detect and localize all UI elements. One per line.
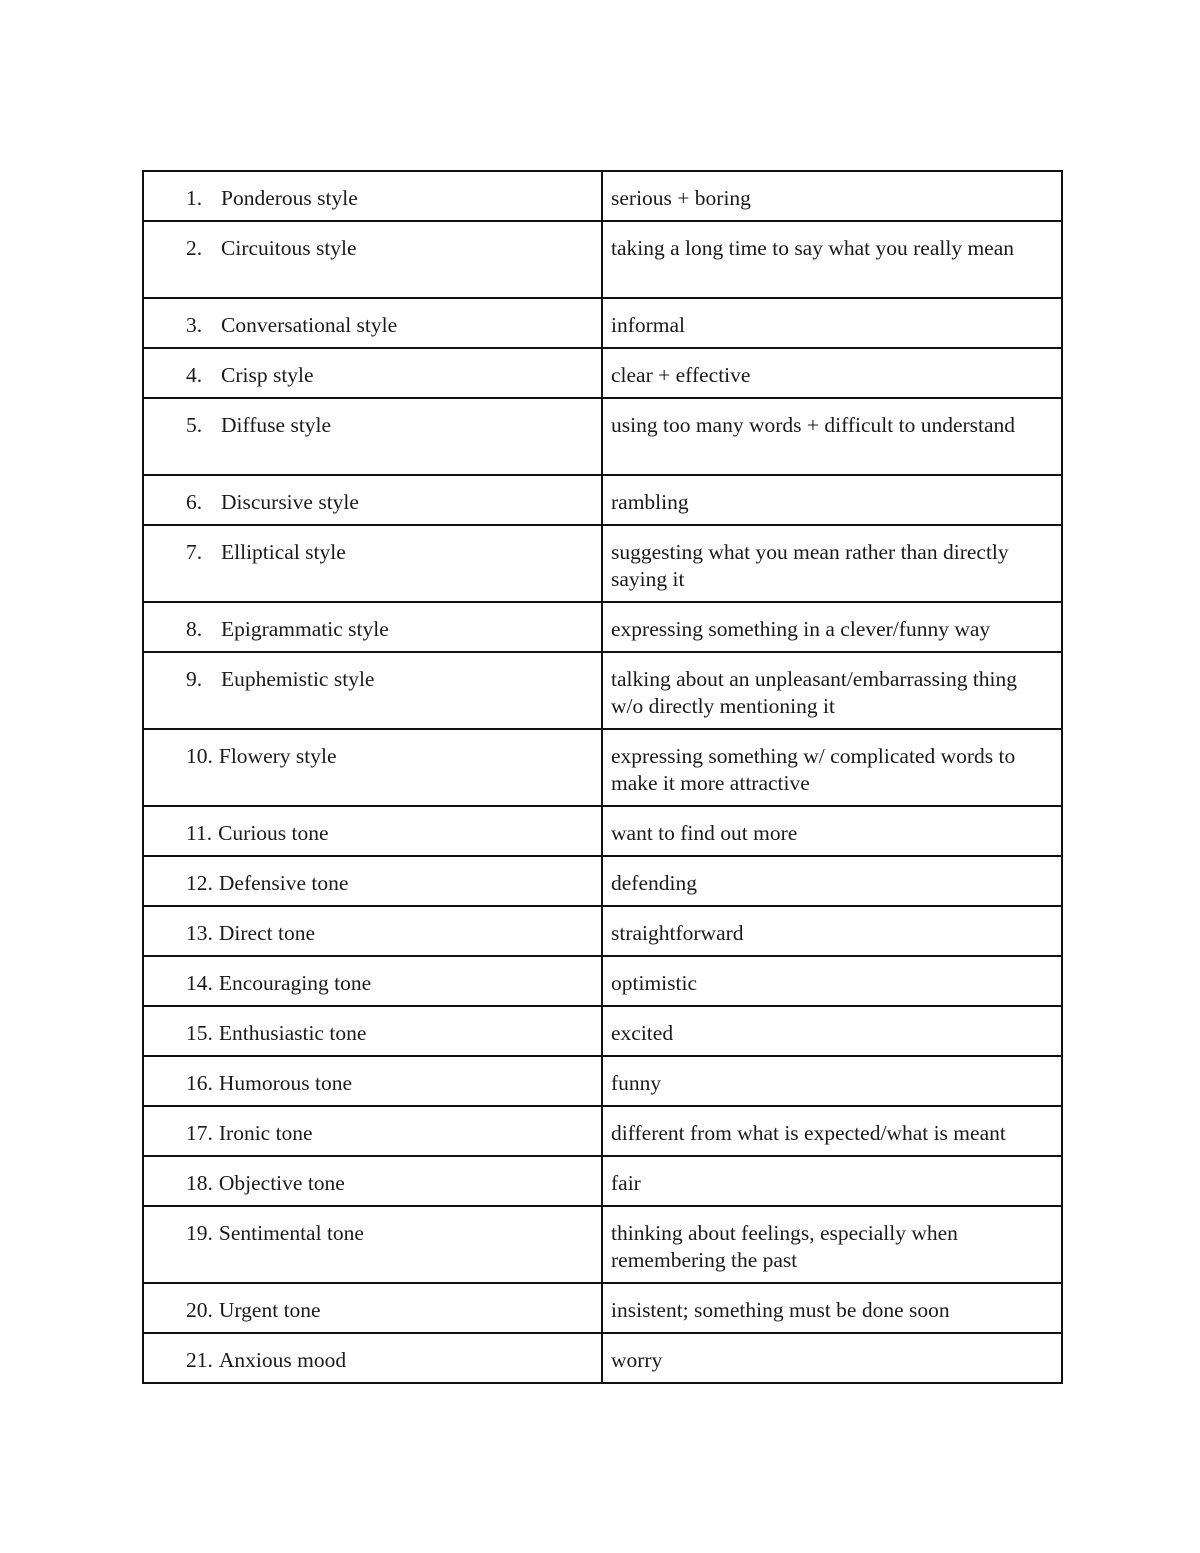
term-cell [143,806,602,856]
term-cell [143,729,602,806]
definition-cell: serious + boring [602,171,1062,221]
term-number: 11. [186,821,213,845]
table-row [143,398,1062,475]
term-number: 21. [186,1348,213,1372]
term-number: 19. [186,1221,213,1245]
table-row [143,652,1062,729]
term-text: Humorous tone [218,1071,353,1095]
table-row [143,1283,1062,1333]
term-number: 6. [186,490,203,514]
table-row [143,906,1062,956]
term-cell [143,906,602,956]
definition-cell: want to find out more [602,806,1062,856]
term-cell [143,171,602,221]
term-cell [143,525,602,602]
term-number: 2. [186,236,203,260]
term-cell [143,1006,602,1056]
table-row [143,525,1062,602]
term-cell [143,348,602,398]
term-cell [143,652,602,729]
term-number: 15. [186,1021,213,1045]
term-number: 4. [186,363,203,387]
term-cell [143,298,602,348]
term-text: Ponderous style [221,186,358,210]
table-row [143,475,1062,525]
term-number: 7. [186,540,203,564]
term-cell [143,1056,602,1106]
table-row [143,221,1062,298]
term-number: 20. [186,1298,213,1322]
term-cell [143,1106,602,1156]
definition-cell: talking about an unpleasant/embarrassing thing w/o directly mentioning it [602,652,1062,729]
term-number: 13. [186,921,213,945]
definition-cell: different from what is expected/what is meant [602,1106,1062,1156]
table-row [143,171,1062,221]
term-text: Discursive style [221,490,359,514]
table-row [143,1156,1062,1206]
term-cell [143,602,602,652]
definition-cell: insistent; something must be done soon [602,1283,1062,1333]
term-cell [143,1156,602,1206]
term-number: 10. [186,744,213,768]
table-row [143,298,1062,348]
definition-cell: suggesting what you mean rather than directly saying it [602,525,1062,602]
definition-cell: fair [602,1156,1062,1206]
term-text: Sentimental tone [218,1221,364,1245]
table-row [143,1056,1062,1106]
term-cell [143,1283,602,1333]
term-cell [143,956,602,1006]
term-text: Curious tone [218,821,329,845]
style-tone-glossary-table [142,170,1063,1384]
table-row [143,956,1062,1006]
term-text: Direct tone [218,921,315,945]
definition-cell: excited [602,1006,1062,1056]
term-number: 8. [186,617,203,641]
term-text: Ironic tone [218,1121,313,1145]
definition-cell: straightforward [602,906,1062,956]
term-cell [143,475,602,525]
term-number: 9. [186,667,203,691]
term-cell [143,398,602,475]
definition-cell: using too many words + difficult to understand [602,398,1062,475]
table-row [143,729,1062,806]
definition-cell: informal [602,298,1062,348]
term-number: 18. [186,1171,213,1195]
definition-cell: funny [602,1056,1062,1106]
term-text: Encouraging tone [218,971,372,995]
term-cell [143,1206,602,1283]
definition-cell: expressing something w/ complicated words to make it more attractive [602,729,1062,806]
table-row [143,348,1062,398]
term-cell [143,1333,602,1383]
table-row [143,1006,1062,1056]
definition-cell: rambling [602,475,1062,525]
term-text: Anxious mood [218,1348,347,1372]
definition-cell: optimistic [602,956,1062,1006]
table-row [143,856,1062,906]
term-text: Defensive tone [218,871,349,895]
term-number: 14. [186,971,213,995]
table-row [143,1333,1062,1383]
term-cell [143,856,602,906]
term-text: Flowery style [218,744,337,768]
table-row [143,602,1062,652]
table-row [143,1206,1062,1283]
term-text: Euphemistic style [221,667,375,691]
term-text: Urgent tone [218,1298,321,1322]
definition-cell: clear + effective [602,348,1062,398]
table-row [143,1106,1062,1156]
term-text: Diffuse style [221,413,332,437]
term-cell [143,221,602,298]
definition-cell: defending [602,856,1062,906]
term-text: Elliptical style [221,540,346,564]
definition-cell: expressing something in a clever/funny way [602,602,1062,652]
term-number: 12. [186,871,213,895]
term-text: Enthusiastic tone [218,1021,367,1045]
definition-cell: thinking about feelings, especially when remembering the past [602,1206,1062,1283]
term-text: Conversational style [221,313,398,337]
term-number: 5. [186,413,203,437]
table-row [143,806,1062,856]
term-number: 17. [186,1121,213,1145]
term-text: Circuitous style [221,236,357,260]
term-number: 16. [186,1071,213,1095]
definition-cell: taking a long time to say what you really mean [602,221,1062,298]
term-text: Crisp style [221,363,314,387]
term-number: 3. [186,313,203,337]
definition-cell: worry [602,1333,1062,1383]
term-text: Epigrammatic style [221,617,389,641]
term-text: Objective tone [218,1171,345,1195]
term-number: 1. [186,186,203,210]
